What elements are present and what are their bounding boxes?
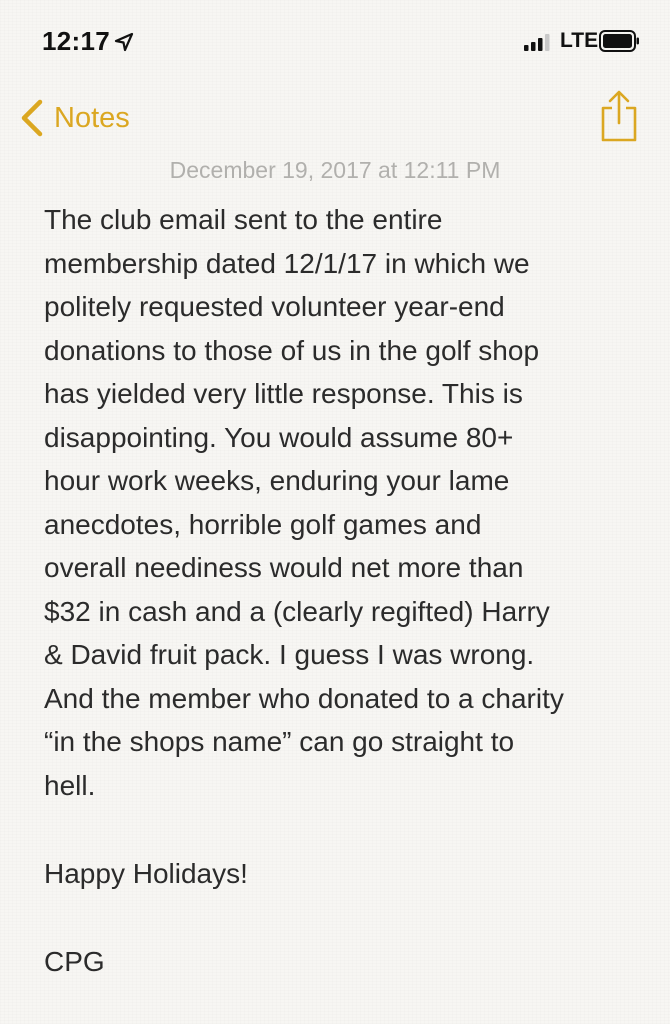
note-line: “in the shops name” can go straight to: [44, 726, 515, 757]
note-line: has yielded very little response. This is: [44, 378, 523, 409]
note-line: disappointing. You would assume 80+: [44, 421, 514, 453]
note-line: hour work weeks, enduring your lame: [44, 465, 510, 496]
network-type: LTE: [560, 29, 599, 52]
note-line: overall neediness would net more than: [44, 552, 524, 583]
location-arrow-icon: [114, 32, 134, 52]
nav-bar: [0, 80, 670, 160]
note-line: $32 in cash and a (clearly regifted) Harry: [44, 595, 550, 627]
note-line: hell.: [44, 769, 96, 801]
signal-bars-icon: [524, 32, 552, 52]
back-label: Notes: [54, 101, 130, 134]
note-line: membership dated 12/1/17 in which we: [44, 247, 530, 279]
note-date: December 19, 2017 at 12:11 PM: [169, 157, 501, 183]
note-line: & David fruit pack. I guess I was wrong.: [44, 639, 535, 670]
note-line: The club email sent to the entire: [44, 204, 443, 235]
chevron-left-icon: [18, 98, 46, 138]
note-line: donations to those of us in the golf shop: [44, 334, 540, 366]
note-line: anecdotes, horrible golf games and: [44, 508, 482, 540]
note-line: politely requested volunteer year-end: [44, 291, 505, 322]
note-body[interactable]: [44, 198, 654, 807]
note-signature: CPG: [44, 946, 105, 977]
battery-icon: [599, 29, 641, 53]
note-line: And the member who donated to a charity: [44, 682, 564, 714]
status-bar: [0, 0, 670, 80]
back-button[interactable]: [18, 96, 130, 140]
note-greeting: Happy Holidays!: [44, 858, 248, 889]
status-time: 12:17: [42, 26, 110, 56]
share-icon[interactable]: [599, 90, 639, 142]
